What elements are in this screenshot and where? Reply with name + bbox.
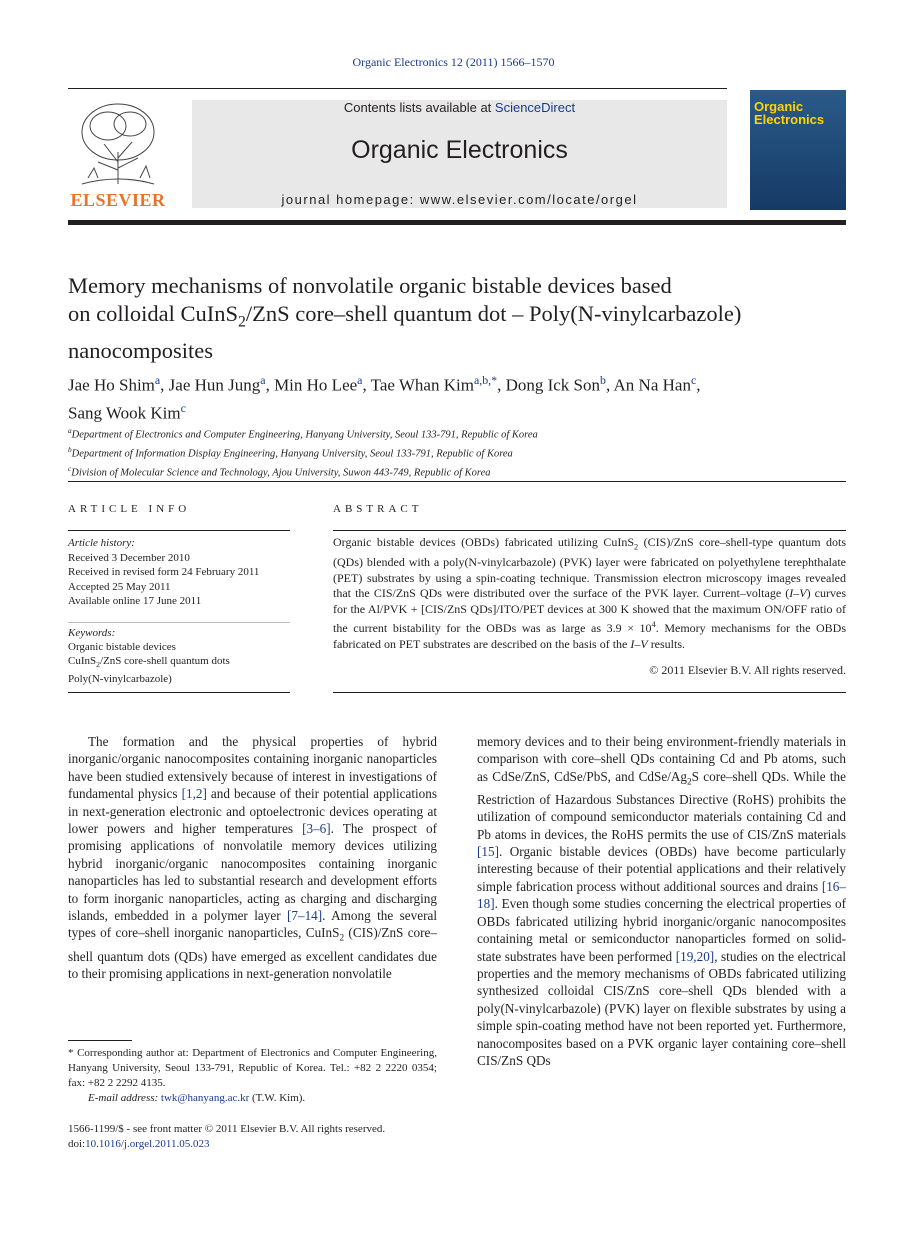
rule [333,530,846,531]
section-rule [68,481,846,482]
abstract-heading: ABSTRACT [333,503,423,515]
affiliation: $^b$Department of Information Display Engineering, Hanyang University, Seoul 133-791, Republic of Korea [68,445,513,460]
body-column-right: memory devices and to their being environment-friendly materials in comparison with core–shell QDs containing Cd and Pb atoms, such as CdSe/ZnS, CdSe/PbS, and CdSe/$Ag_2S$ core–shell QDs. While the Restriction of Hazardous Substances Directive (RoHS) prohibits the utilization of compound semiconductor materials containing Cd and Pb atoms in devices, the RoHS permits the use of CIS/ZnS materials [15]. Organic bistable devices (OBDs) have become particularly interesting because of their potential applications and their relatively simple fabrication process without additional sources and drains [16–18]. Even though some studies concerning the electrical properties of OBDs fabricated utilizing hybrid inorganic/organic nanocomposites containing metal or semiconductor nanoparticles formed on solid-state substrates have been performed [19,20], studies on the electrical properties and the memory mechanisms of OBDs fabricated utilizing synthesized colloidal CIS/ZnS core–shell QDs blended with a poly(N-vinylcarbazole) (PVK) layer on flexible substrates by using a simple spin-coating method have not been reported yet. Furthermore, nanocomposites based on a PVK organic layer containing core–shell CIS/ZnS QDs [477,734,846,1068]
author[interactable]: An Na Han [613,375,691,395]
elsevier-wordmark: ELSEVIER [70,190,166,210]
author-list: Jae Ho Shim$^a$, Jae Hun Jung$^a$, Min Ho Lee$^a$, Tae Whan Kim$^{a,b,*}$, Dong Ick Son$^b$, An Na Han$^c$, Sang Wook Kim$^c$ [68,373,701,423]
abstract-copyright: © 2011 Elsevier B.V. All rights reserved. [649,663,846,677]
abstract-text: Organic bistable devices (OBDs) fabricated utilizing CuInS$_2$ (CIS)/ZnS core–shell-type quantum dots (QDs) blended with a poly(N-vinylcarbazole) (PVK) layer were fabricated on polyethylene terephthalate (PET) substrates by using a spin-coating technique. Transmission electron microscopy images revealed that the CIS/ZnS QDs were distributed over the surface of the PVK layer. Current–voltage (I–V) curves for the Al/PVK + [CIS/ZnS QDs]/ITO/PET devices at 300 K showed that the maximum ON/OFF ratio of the current bistability for the OBDs was as large as $3.9 \times 10^4$. Memory mechanisms for the OBDs fabricated on PET substrates are described on the basis of the I–V results. [333,535,847,651]
rule [68,692,290,693]
article-history: Article history: Received 3 December 2010 Received in revised form 24 February 2011 Accepted 25 May 2011 Available online 17 June 2011 [68,537,260,607]
journal-reference[interactable]: Organic Electronics 12 (2011) 1566–1570 [352,55,555,69]
rule [68,622,290,623]
keywords: Keywords: Organic bistable devices CuInS$_2$/ZnS core-shell quantum dots Poly(N-vinylcarbazole) [68,627,230,686]
header-rule [68,88,727,89]
corresponding-author-footnote: * Corresponding author at: Department of Electronics and Computer Engineering, Hanyang University, Seoul 133-791, Republic of Korea. Tel.: +82 2 2220 0354; fax: +82 2 2292 4135. E-mail address: twk@hanyang.ac.kr (T.W. Kim). [68,1047,437,1104]
doi-link[interactable]: 10.1016/j.orgel.2011.05.023 [85,1138,210,1150]
sciencedirect-link[interactable]: ScienceDirect [494,100,576,115]
footnote-rule [68,1040,132,1041]
body-column-left: The formation and the physical properties of hybrid inorganic/organic nanocomposites containing inorganic nanoparticles have been studied extensively because of interest in investigations of fundamental physics [1,2] and because of their potential applications in next-generation electronic and optoelectronic devices operating at lower powers and higher temperatures [3–6]. The prospect of promising applications of nonvolatile memory devices utilizing hybrid inorganic/organic nanocomposites containing inorganic nanoparticles has led to substantial research and development efforts to form inorganic nanoparticles, acting as charging and discharging islands, embedded in a polymer layer [7–14]. Among the several types of core–shell inorganic nanoparticles, CuInS$_2$ (CIS)/ZnS core–shell quantum dots (QDs) have emerged as excellent candidates due to their promising applications in next-generation nonvolatile [68,734,437,981]
author[interactable]: Jae Ho Shim [68,375,155,395]
page-footer: 1566-1199/$ - see front matter © 2011 Elsevier B.V. All rights reserved. doi:10.1016/j.orgel.2011.05.023 [68,1123,386,1150]
citation-link[interactable]: [1,2] [181,786,207,802]
header-thick-rule [68,220,846,225]
contents-line [192,100,727,115]
contents-prefix: Contents lists available at [343,100,495,115]
author[interactable]: Min Ho Lee [274,375,358,395]
cover-title: Organic Electronics [754,99,825,127]
email-link[interactable]: twk@hanyang.ac.kr [160,1092,250,1104]
citation-link[interactable]: [3–6] [302,821,331,837]
affiliation: $^a$Department of Electronics and Computer Engineering, Hanyang University, Seoul 133-791, Republic of Korea [68,426,538,441]
article-info-heading: ARTICLE INFO [68,503,191,515]
journal-title: Organic Electronics [351,136,568,164]
rule [68,530,290,531]
citation-link[interactable]: [19,20] [675,948,715,964]
journal-homepage[interactable]: journal homepage: www.elsevier.com/locate/orgel [281,192,638,207]
author[interactable]: Sang Wook Kim [68,403,181,423]
author[interactable]: Jae Hun Jung [168,375,261,395]
affiliation: $^c$Division of Molecular Science and Technology, Ajou University, Suwon 443-749, Republic of Korea [68,464,491,479]
author[interactable]: Dong Ick Son [505,375,601,395]
citation-link[interactable]: [16–18] [477,878,846,912]
rule [333,692,846,693]
article-title: Memory mechanisms of nonvolatile organic bistable devices based on colloidal CuInS$_2$/ZnS core–shell quantum dot – Poly(N-vinylcarbazole) nanocomposites [68,273,742,363]
citation-link[interactable]: [15] [477,844,499,860]
author[interactable]: Tae Whan Kim [370,375,474,395]
citation-link[interactable]: [7–14] [287,908,323,924]
affiliations [68,424,858,481]
